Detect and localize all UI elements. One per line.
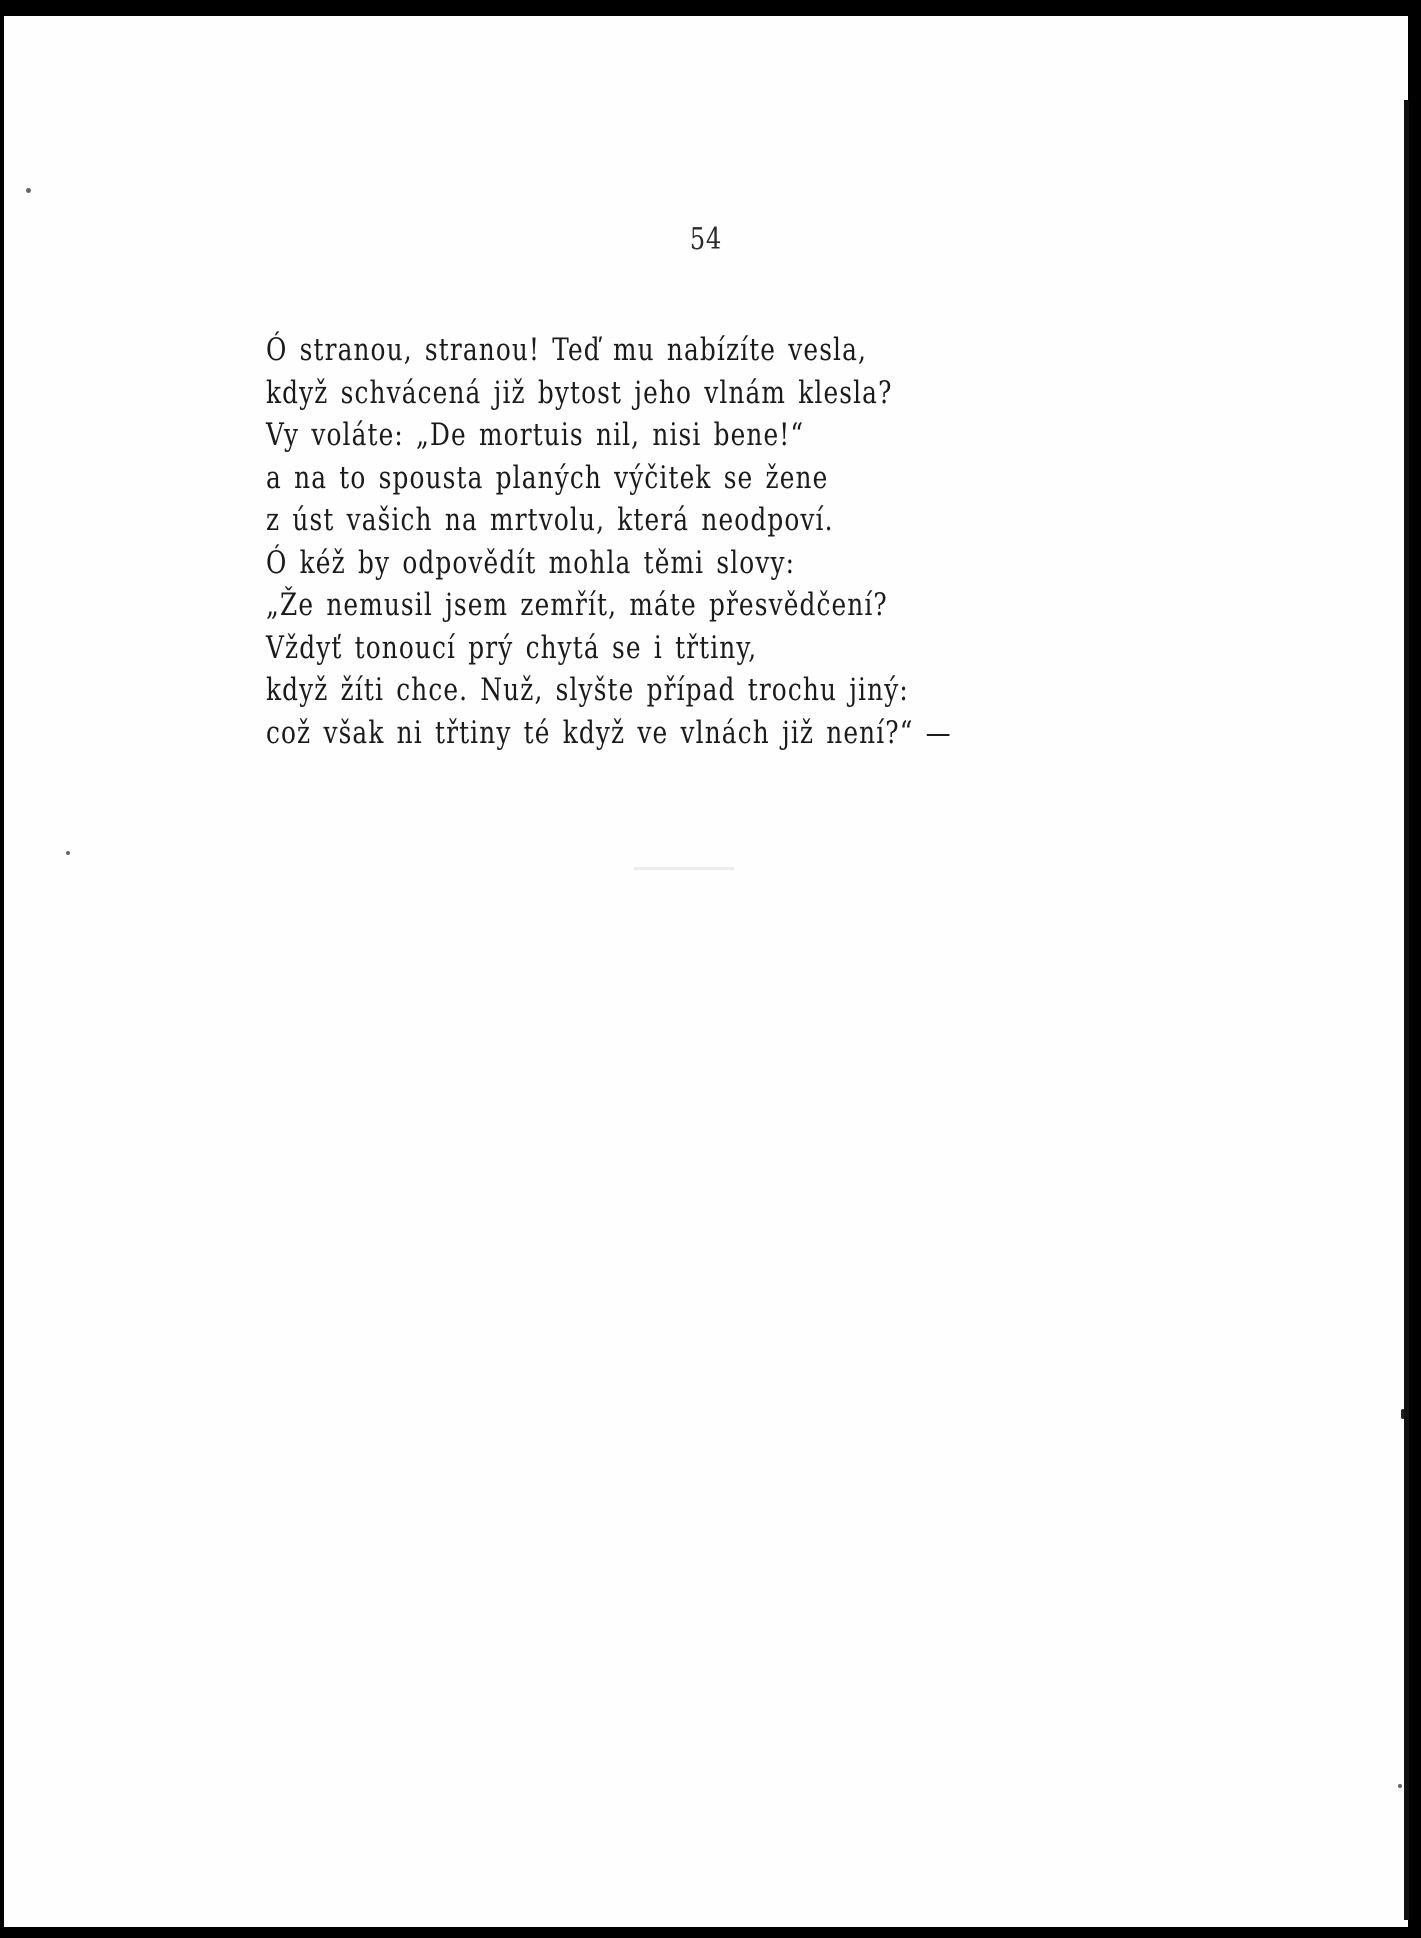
binding-edge [1404, 100, 1409, 1920]
scan-speck [1398, 1784, 1402, 1788]
page-number: 54 [689, 222, 723, 257]
poem-line: Vždyť tonoucí prý chytá se i třtiny, [266, 629, 758, 666]
poem-line: a na to spousta planých výčitek se žene [266, 459, 829, 496]
poem-line: Vy voláte: „De mortuis nil, nisi bene!“ [266, 417, 805, 453]
poem-line: „Že nemusil jsem zemřít, máte přesvědčení? [266, 587, 888, 623]
scan-speck [26, 188, 31, 193]
book-page [4, 16, 1408, 1927]
poem-line: Ó kéž by odpovědít mohla těmi slovy: [266, 544, 796, 581]
poem-text [266, 329, 1123, 754]
scan-speck [66, 851, 70, 855]
poem-line: když schvácená již bytost jeho vlnám klesla? [266, 374, 893, 411]
poem-line: když žíti chce. Nuž, slyšte případ trochu jiný: [266, 672, 909, 708]
poem-line: Ó stranou, stranou! Teď mu nabízíte vesla, [266, 332, 868, 368]
poem-line: z úst vašich na mrtvolu, která neodpoví. [266, 502, 834, 538]
poem-line: což však ni třtiny té když ve vlnách již není?“ — [266, 714, 952, 751]
faint-scan-mark [634, 867, 734, 870]
